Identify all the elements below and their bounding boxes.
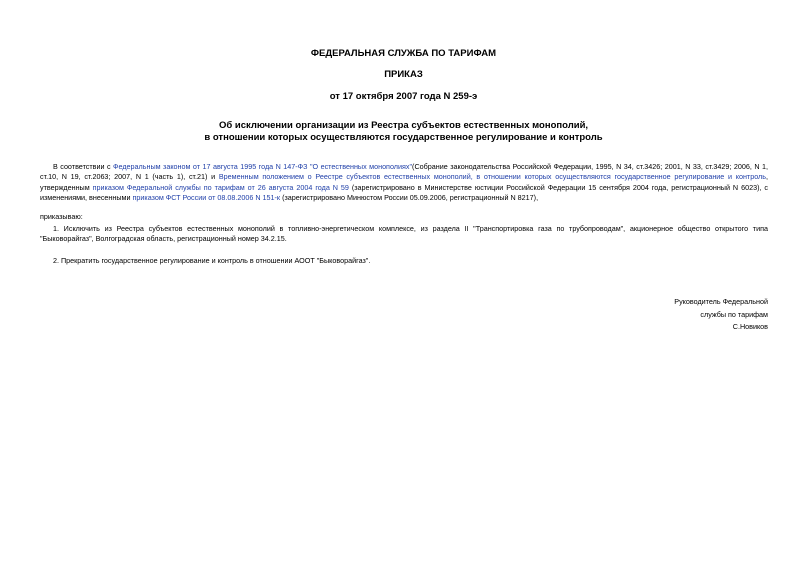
- preamble-text-2: (Собрание законодательства Российской Федерации, 1995, N 34, ст.3426; 2001, N 33, ст.3429; 2006, N 1, ст.10, N 19, ст.2063; 2007, N 1 (часть 1), ст.21) и: [40, 162, 769, 182]
- subject-line-1: Об исключении организации из Реестра субъектов естественных монополий,: [218, 120, 589, 131]
- link-temporary-regulation[interactable]: Временным положением о Реестре субъектов естественных монополий, в отношении которых осуществляются государственное регулирование и контроль: [218, 172, 766, 182]
- preamble-text-5: (зарегистрировано Минюстом России 05.09.2006, регистрационный N 8217),: [280, 193, 539, 203]
- preamble-text-3: , утвержденным: [40, 172, 768, 192]
- issuing-authority: ФЕДЕРАЛЬНАЯ СЛУЖБА ПО ТАРИФАМ: [310, 48, 497, 59]
- document-date-number: от 17 октября 2007 года N 259-э: [329, 91, 478, 102]
- subject-line-2: в отношении которых осуществляются государственное регулирование и контроль: [204, 132, 603, 143]
- document-type: ПРИКАЗ: [384, 69, 423, 80]
- signatory-name: С.Новиков: [732, 322, 768, 332]
- preamble-text-4: (зарегистрировано в Министерстве юстиции Российской Федерации 15 сентября 2004 года, регистрационный N 6023), с изменениями, внесенными: [40, 182, 769, 203]
- link-fst-order-59[interactable]: приказом Федеральной службы по тарифам от 26 августа 2004 года N 59: [92, 182, 349, 192]
- orders-label: приказываю:: [40, 212, 83, 221]
- order-item-1: 1. Исключить из Реестра субъектов естественных монополий в топливно-энергетическом комплексе, из раздела II "Транспортировка газа по трубопроводам", акционерное общество открытого типа "Быковорайгаз", Волгоградская область, регистрационный номер 34.2.15.: [40, 224, 768, 244]
- order-item-2: 2. Прекратить государственное регулирование и контроль в отношении АООТ "Быковорайгаз".: [53, 256, 371, 265]
- document-subject: [0, 120, 807, 144]
- preamble-text-1: В соответствии с: [53, 162, 114, 171]
- link-fst-order-151k[interactable]: приказом ФСТ России от 08.08.2006 N 151-к: [132, 193, 281, 203]
- link-federal-law-147[interactable]: Федеральным законом от 17 августа 1995 года N 147-ФЗ "О естественных монополиях": [113, 162, 413, 171]
- signature-position-line-1: Руководитель Федеральной: [674, 297, 768, 306]
- preamble-paragraph: [40, 162, 768, 204]
- signature-position-line-2: службы по тарифам: [700, 309, 768, 319]
- signature-block: [568, 296, 768, 334]
